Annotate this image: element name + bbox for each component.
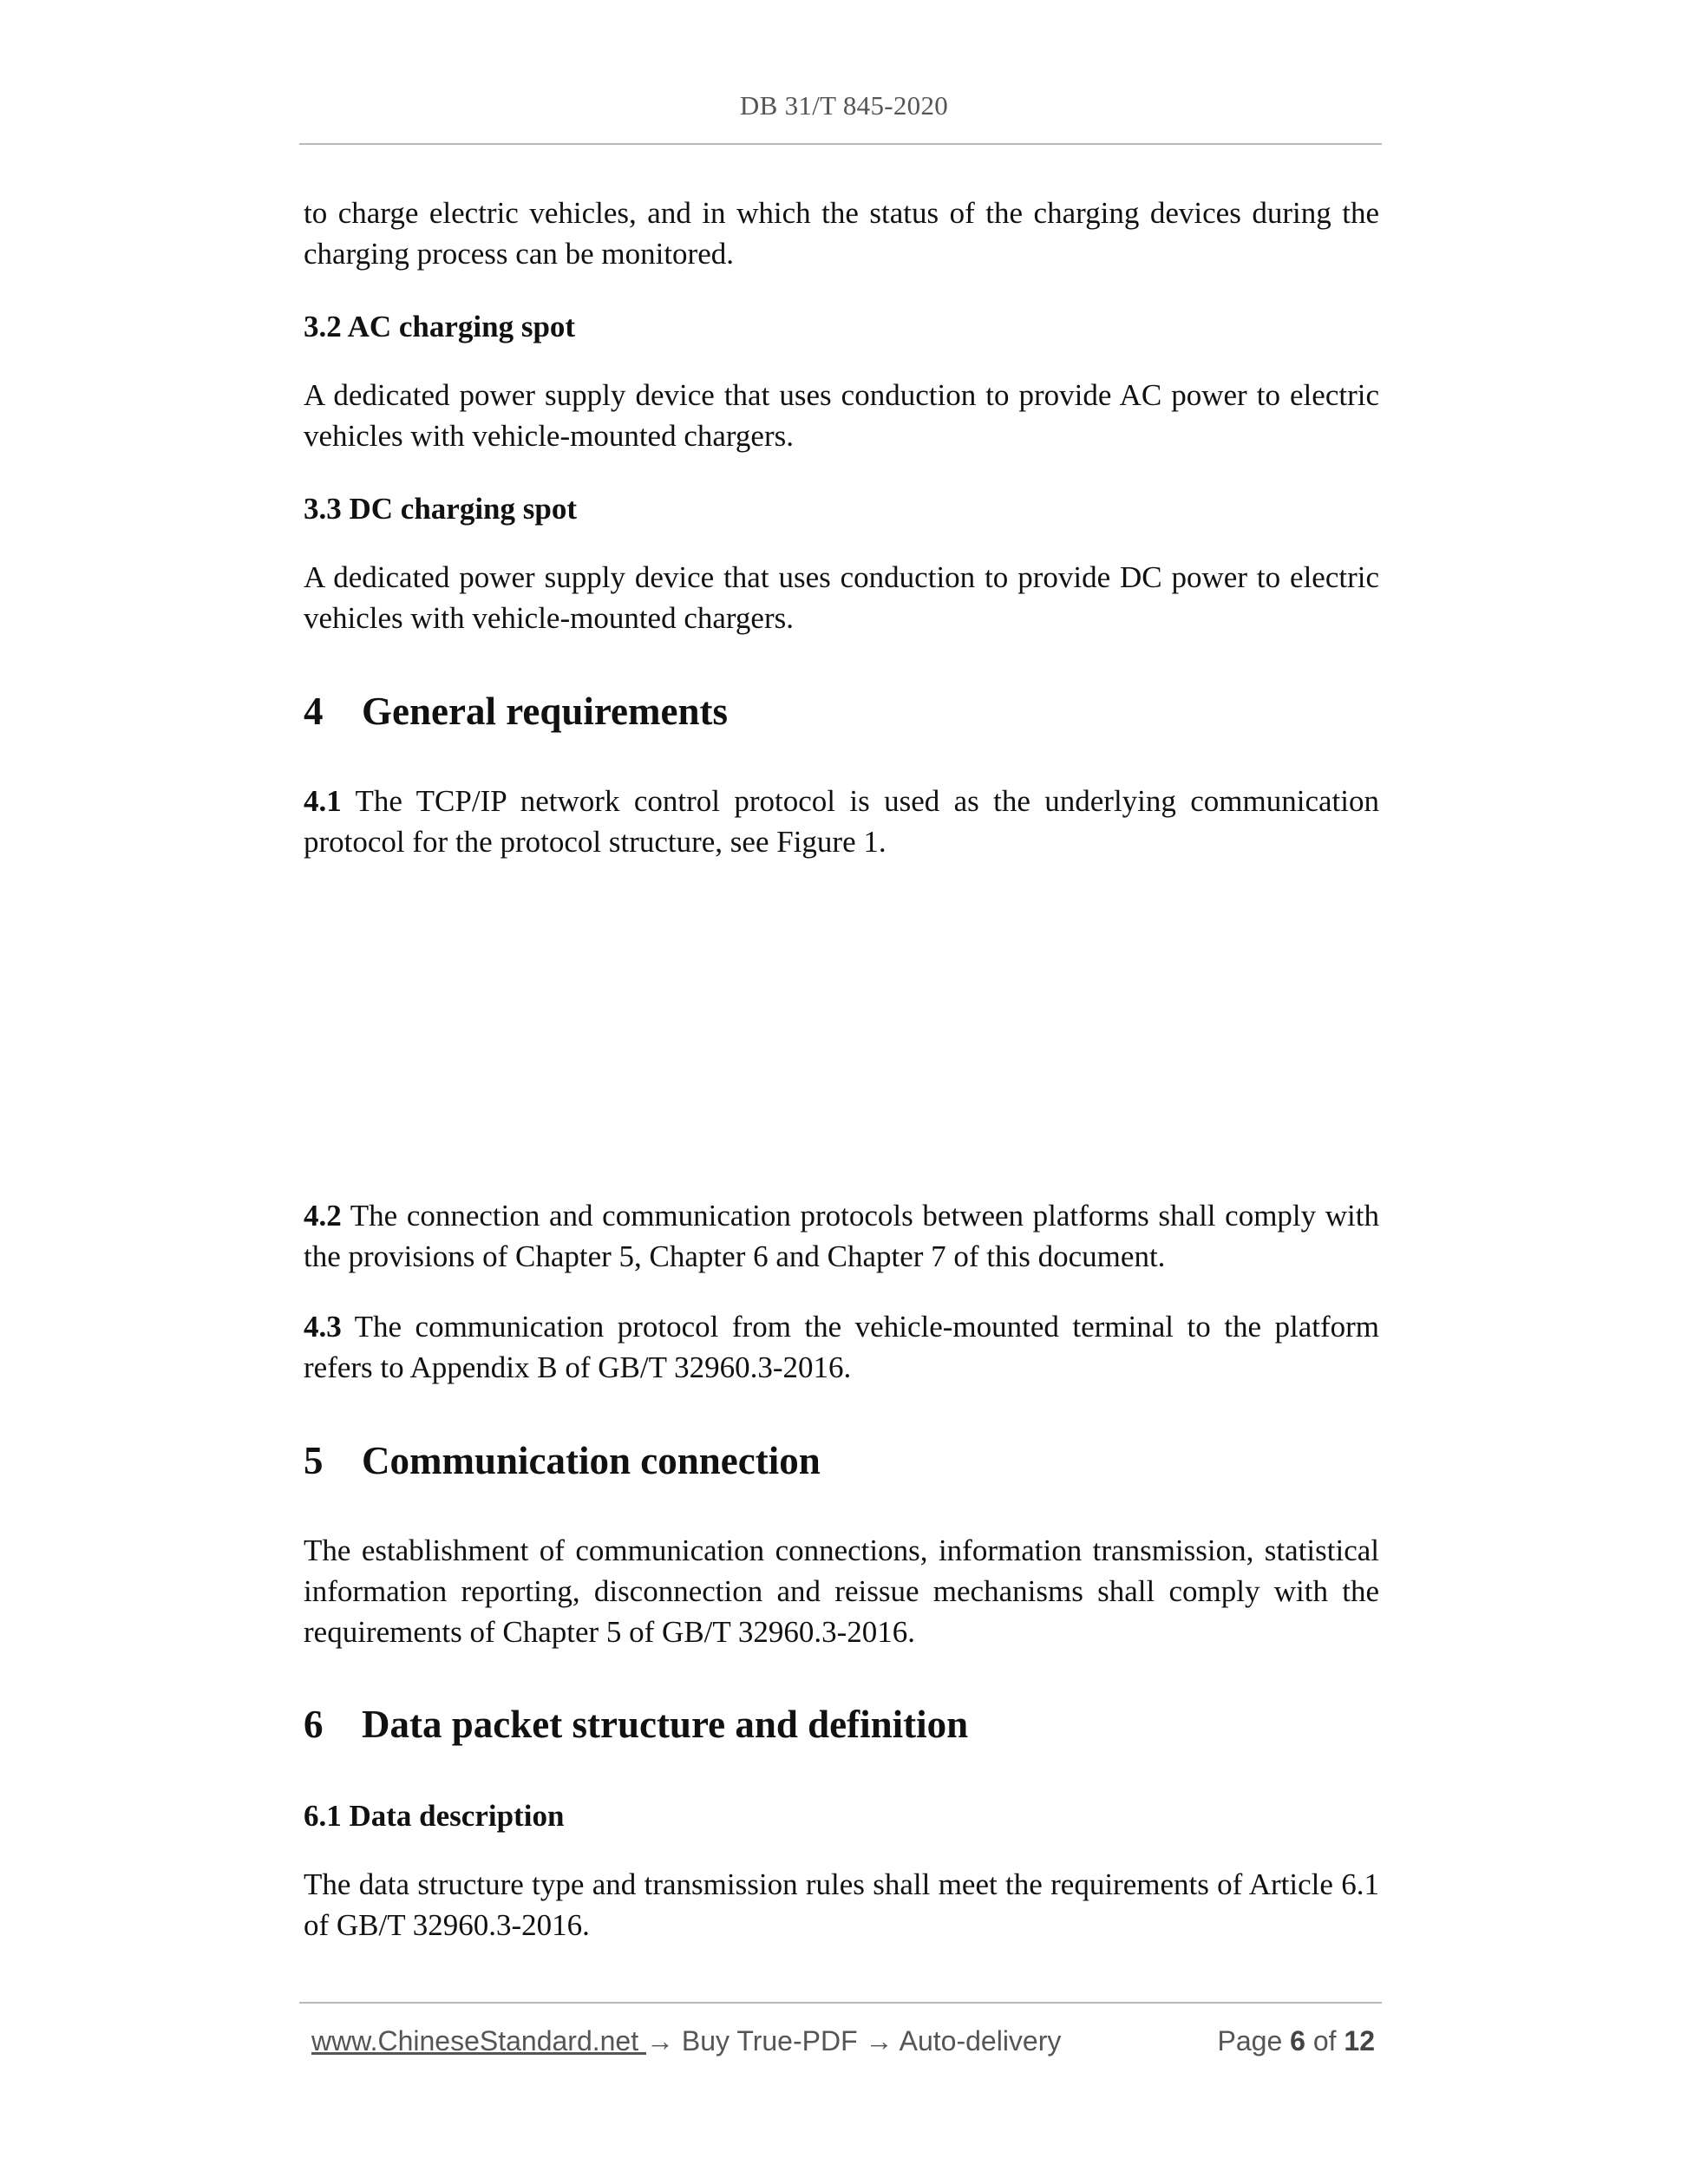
clause-4-3-number: 4.3 bbox=[304, 1310, 342, 1344]
section-5-heading bbox=[304, 1436, 821, 1485]
header-doc-id: DB 31/T 845-2020 bbox=[739, 90, 949, 121]
section-4-number: 4 bbox=[304, 690, 324, 733]
intro-paragraph: to charge electric vehicles, and in which the status of the charging devices during the charging process can be monitored. bbox=[304, 196, 1379, 271]
clause-3-2-text: A dedicated power supply device that uses conduction to provide AC power to electric vehicles with vehicle-mounted chargers. bbox=[304, 378, 1379, 453]
clause-3-3-text: A dedicated power supply device that uses conduction to provide DC power to electric vehicles with vehicle-mounted chargers. bbox=[304, 560, 1379, 635]
clause-4-3 bbox=[304, 1306, 1379, 1388]
clause-6-1-title: 6.1 Data description bbox=[304, 1799, 565, 1833]
section-5-title: Communication connection bbox=[362, 1439, 821, 1482]
clause-3-2-title: 3.2 AC charging spot bbox=[304, 310, 576, 343]
section-4-heading bbox=[304, 687, 728, 736]
section-5-text: The establishment of communication connections, information transmission, statistical information reporting, disconnection and reissue mechanisms shall comply with the requirements of Chapter 5 of GB/T 32960.3-2016. bbox=[304, 1533, 1379, 1649]
section-6-heading bbox=[304, 1700, 968, 1749]
footer-website-link[interactable]: www.ChineseStandard.net bbox=[311, 2025, 646, 2056]
clause-6-1-text: The data structure type and transmission rules shall meet the requirements of Article 6.1 of GB/T 32960.3-2016. bbox=[304, 1867, 1379, 1942]
page-total: 12 bbox=[1344, 2025, 1375, 2056]
figure-1-placeholder bbox=[304, 876, 1379, 1188]
section-6-title: Data packet structure and definition bbox=[362, 1703, 969, 1746]
footer-divider bbox=[299, 2002, 1382, 2004]
footer-promo-tail: → Buy True-PDF → Auto-delivery bbox=[646, 2025, 1062, 2056]
of-label: of bbox=[1312, 2025, 1337, 2056]
clause-4-1 bbox=[304, 781, 1379, 862]
header-divider bbox=[299, 143, 1382, 145]
clause-4-1-number: 4.1 bbox=[304, 784, 342, 818]
section-4-title: General requirements bbox=[362, 690, 729, 733]
clause-4-2 bbox=[304, 1195, 1379, 1277]
clause-4-3-text: The communication protocol from the vehicle-mounted terminal to the platform refers to Appendix B of GB/T 32960.3-2016. bbox=[304, 1310, 1379, 1384]
clause-4-1-text: The TCP/IP network control protocol is used as the underlying communication protocol for the protocol structure, see Figure 1. bbox=[304, 784, 1379, 859]
section-5-number: 5 bbox=[304, 1439, 324, 1482]
footer-page-indicator bbox=[1180, 2024, 1375, 2058]
clause-3-3-title: 3.3 DC charging spot bbox=[304, 492, 578, 526]
page-current: 6 bbox=[1290, 2025, 1305, 2056]
clause-4-2-text: The connection and communication protocols between platforms shall comply with the provisions of Chapter 5, Chapter 6 and Chapter 7 of this document. bbox=[304, 1199, 1379, 1273]
section-6-number: 6 bbox=[304, 1703, 324, 1746]
page-label: Page bbox=[1217, 2025, 1283, 2056]
footer-promo bbox=[311, 2024, 1061, 2058]
clause-4-2-number: 4.2 bbox=[304, 1199, 342, 1233]
